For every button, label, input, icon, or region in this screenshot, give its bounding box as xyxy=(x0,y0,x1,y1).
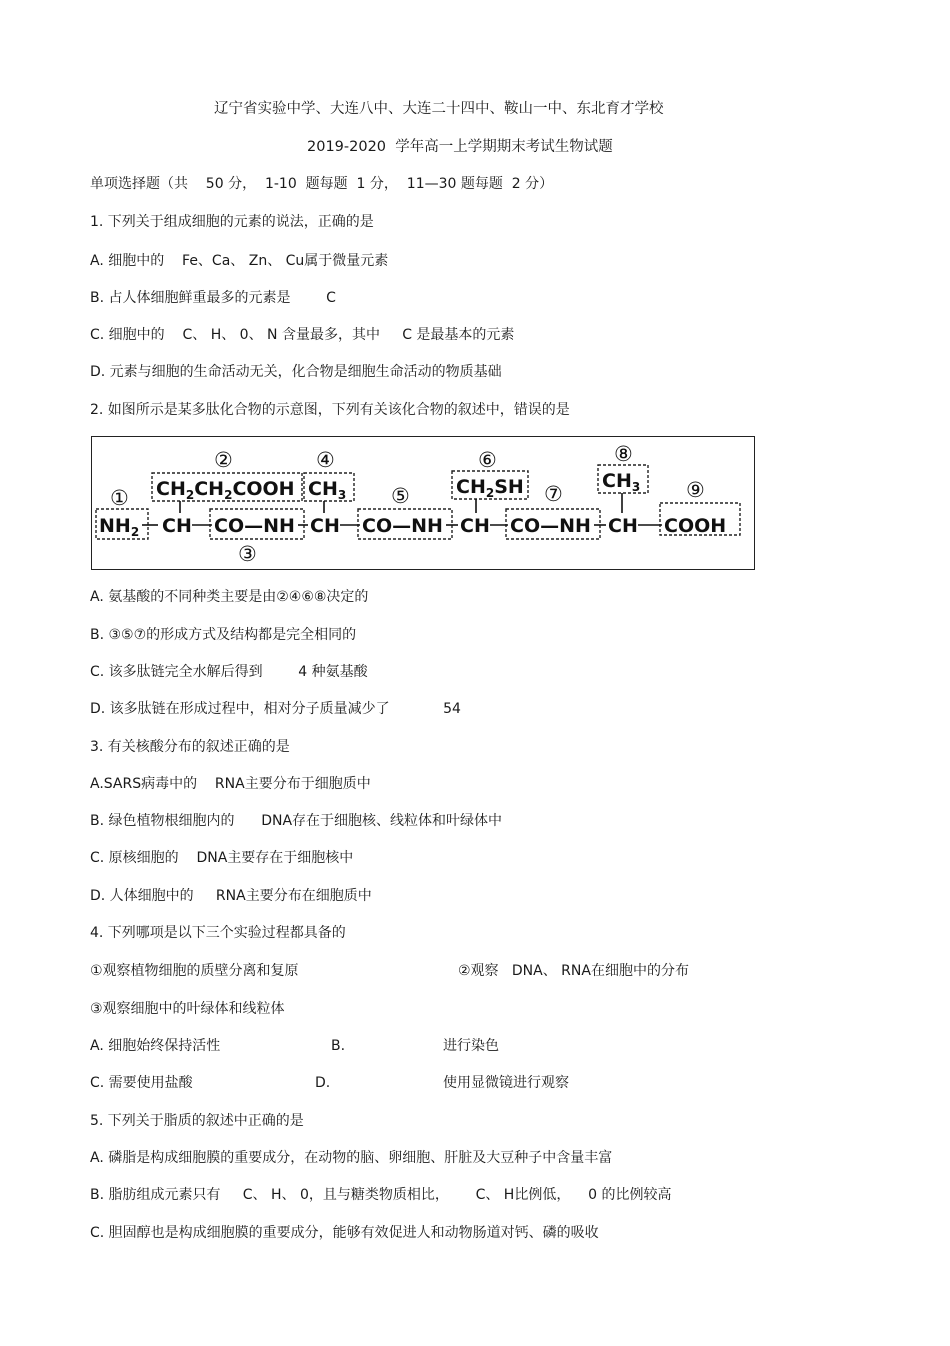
label-9: ⑨ xyxy=(686,478,705,502)
q2-option-b: B. ③⑤⑦的形成方式及结构都是完全相同的 xyxy=(90,627,357,643)
polypeptide-figure xyxy=(91,436,755,570)
q5-option-c: C. 胆固醇也是构成细胞膜的重要成分，能够有效促进人和动物肠道对钙、磷的吸收 xyxy=(90,1225,599,1241)
r-group-4: $CH_3$ xyxy=(308,478,347,502)
q4-option-d-letter: D. xyxy=(315,1075,331,1091)
q2-option-a: A. 氨基酸的不同种类主要是由②④⑥⑧决定的 xyxy=(90,589,369,605)
amino-group: $NH_2$ xyxy=(99,515,140,539)
q4-option-a: A. 细胞始终保持活性 xyxy=(90,1038,221,1054)
r-group-6: $CH_2SH$ xyxy=(456,476,524,500)
q5-option-b: B. 脂肪组成元素只有 C、 H、 0，且与糖类物质相比， C、 H比例低， 0 的比例较高 xyxy=(90,1187,672,1203)
q4-item-1: ①观察植物细胞的质壁分离和复原 xyxy=(90,963,299,979)
q4-stem: 4. 下列哪项是以下三个实验过程都具备的 xyxy=(90,925,346,941)
q2-stem: 2. 如图所示是某多肽化合物的示意图，下列有关该化合物的叙述中，错误的是 xyxy=(90,402,570,418)
peptide-bond-5: CO—NH xyxy=(362,515,443,537)
doc-title-line1: 辽宁省实验中学、大连八中、大连二十四中、鞍山一中、东北育才学校 xyxy=(214,101,664,117)
q4-option-b-letter: B. xyxy=(331,1038,346,1054)
alpha-carbon-3: CH xyxy=(460,515,490,537)
q4-item-3: ③观察细胞中的叶绿体和线粒体 xyxy=(90,1001,285,1017)
r-group-8: $CH_3$ xyxy=(602,470,641,494)
q5-option-a: A. 磷脂是构成细胞膜的重要成分，在动物的脑、卵细胞、肝脏及大豆种子中含量丰富 xyxy=(90,1150,613,1166)
label-4: ④ xyxy=(316,448,335,472)
q2-option-d: D. 该多肽链在形成过程中，相对分子质量减少了 54 xyxy=(90,701,461,717)
section-heading: 单项选择题（共 50 分， 1-10 题每题 1 分， 11—30 题每题 2 分） xyxy=(90,176,554,192)
label-5: ⑤ xyxy=(391,484,410,508)
alpha-carbon-4: CH xyxy=(608,515,638,537)
label-7: ⑦ xyxy=(544,482,563,506)
q3-stem: 3. 有关核酸分布的叙述正确的是 xyxy=(90,739,290,755)
peptide-bond-3: CO—NH xyxy=(214,515,295,537)
q4-option-d-text: 使用显微镜进行观察 xyxy=(443,1075,569,1091)
q4-option-b-text: 进行染色 xyxy=(443,1038,499,1054)
q5-stem: 5. 下列关于脂质的叙述中正确的是 xyxy=(90,1113,304,1129)
q3-option-b: B. 绿色植物根细胞内的 DNA存在于细胞核、线粒体和叶绿体中 xyxy=(90,813,503,829)
q1-option-a: A. 细胞中的 Fe、Ca、 Zn、 Cu属于微量元素 xyxy=(90,253,389,269)
label-6: ⑥ xyxy=(478,448,497,472)
q1-option-d: D. 元素与细胞的生命活动无关，化合物是细胞生命活动的物质基础 xyxy=(90,364,502,380)
alpha-carbon-1: CH xyxy=(162,515,192,537)
q4-item-2: ②观察 DNA、 RNA在细胞中的分布 xyxy=(458,963,689,979)
q3-option-c: C. 原核细胞的 DNA主要存在于细胞核中 xyxy=(90,850,354,866)
alpha-carbon-2: CH xyxy=(310,515,340,537)
q3-option-a: A.SARS病毒中的 RNA主要分布于细胞质中 xyxy=(90,776,371,792)
label-8: ⑧ xyxy=(614,442,633,466)
q3-option-d: D. 人体细胞中的 RNA主要分布在细胞质中 xyxy=(90,888,372,904)
polypeptide-structure xyxy=(92,437,756,571)
q1-stem: 1. 下列关于组成细胞的元素的说法，正确的是 xyxy=(90,214,374,230)
doc-title-line2: 2019-2020 学年高一上学期期末考试生物试题 xyxy=(307,139,613,155)
carboxyl-group: COOH xyxy=(664,515,727,537)
r-group-2: $CH_2CH_2COOH$ xyxy=(156,478,295,502)
label-2: ② xyxy=(214,448,233,472)
q1-option-b: B. 占人体细胞鲜重最多的元素是 C xyxy=(90,290,336,306)
label-3: ③ xyxy=(238,542,257,566)
peptide-bond-7: CO—NH xyxy=(510,515,591,537)
q1-option-c: C. 细胞中的 C、 H、 0、 N 含量最多，其中 C 是最基本的元素 xyxy=(90,327,515,343)
q2-option-c: C. 该多肽链完全水解后得到 4 种氨基酸 xyxy=(90,664,368,680)
label-1: ① xyxy=(110,486,129,510)
q4-option-c: C. 需要使用盐酸 xyxy=(90,1075,193,1091)
